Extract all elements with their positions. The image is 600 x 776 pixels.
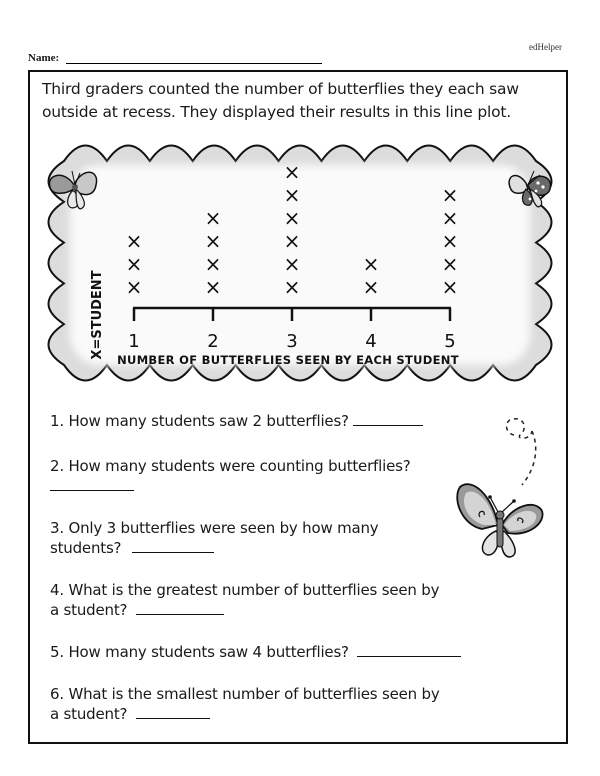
question-2-text: 2. How many students were counting butterflies? bbox=[50, 457, 411, 475]
name-input-line[interactable] bbox=[66, 63, 322, 64]
question-1-text: 1. How many students saw 2 butterflies? bbox=[50, 412, 349, 430]
x-mark: × bbox=[441, 183, 459, 207]
tick-label: 2 bbox=[207, 331, 219, 352]
tick-label: 1 bbox=[128, 331, 140, 352]
x-mark: × bbox=[204, 206, 222, 230]
line-plot bbox=[30, 135, 570, 395]
x-mark: × bbox=[125, 252, 143, 276]
x-mark: × bbox=[283, 160, 301, 184]
x-mark: × bbox=[283, 229, 301, 253]
question-1 bbox=[50, 411, 423, 431]
question-6-text-cont: a student? bbox=[50, 705, 128, 723]
answer-blank-3[interactable] bbox=[132, 538, 214, 553]
brand-label: edHelper bbox=[529, 42, 562, 52]
x-mark: × bbox=[441, 275, 459, 299]
x-mark: × bbox=[204, 229, 222, 253]
dashed-flight-path-icon bbox=[507, 419, 536, 485]
question-6-text: 6. What is the smallest number of butterflies seen by bbox=[50, 685, 440, 703]
x-axis-label: NUMBER OF BUTTERFLIES SEEN BY EACH STUDENT bbox=[117, 353, 459, 367]
question-4 bbox=[50, 580, 439, 620]
question-6 bbox=[50, 684, 440, 724]
x-mark: × bbox=[362, 275, 380, 299]
intro-text: Third graders counted the number of butterflies they each saw outside at recess. They displayed their results in this line plot. bbox=[42, 80, 519, 121]
x-mark: × bbox=[283, 183, 301, 207]
y-axis-label: X=STUDENT bbox=[90, 270, 105, 360]
question-3 bbox=[50, 518, 378, 558]
tick-label: 4 bbox=[365, 331, 377, 352]
answer-blank-6[interactable] bbox=[136, 704, 210, 719]
answer-blank-4[interactable] bbox=[136, 600, 224, 615]
tick-label: 3 bbox=[286, 331, 298, 352]
answer-blank-1[interactable] bbox=[353, 411, 423, 426]
answer-blank-2[interactable] bbox=[50, 476, 134, 491]
answer-blank-5[interactable] bbox=[357, 642, 461, 657]
butterfly-illustration bbox=[452, 405, 552, 565]
x-mark: × bbox=[204, 275, 222, 299]
x-mark: × bbox=[362, 252, 380, 276]
x-mark: × bbox=[283, 252, 301, 276]
name-label: Name: bbox=[28, 52, 60, 64]
butterfly-large-icon bbox=[457, 484, 542, 557]
x-mark: × bbox=[441, 206, 459, 230]
question-2 bbox=[50, 456, 410, 496]
tick-label: 5 bbox=[444, 331, 456, 352]
question-4-text: 4. What is the greatest number of butterflies seen by bbox=[50, 581, 440, 599]
x-mark: × bbox=[204, 252, 222, 276]
question-3-text-cont: students? bbox=[50, 539, 122, 557]
x-mark: × bbox=[283, 275, 301, 299]
x-mark: × bbox=[441, 229, 459, 253]
question-3-text: 3. Only 3 butterflies were seen by how many bbox=[50, 519, 379, 537]
x-mark: × bbox=[125, 275, 143, 299]
x-mark: × bbox=[283, 206, 301, 230]
question-5 bbox=[50, 642, 461, 662]
x-mark: × bbox=[441, 252, 459, 276]
question-4-text-cont: a student? bbox=[50, 601, 128, 619]
x-mark: × bbox=[125, 229, 143, 253]
question-5-text: 5. How many students saw 4 butterflies? bbox=[50, 643, 349, 661]
